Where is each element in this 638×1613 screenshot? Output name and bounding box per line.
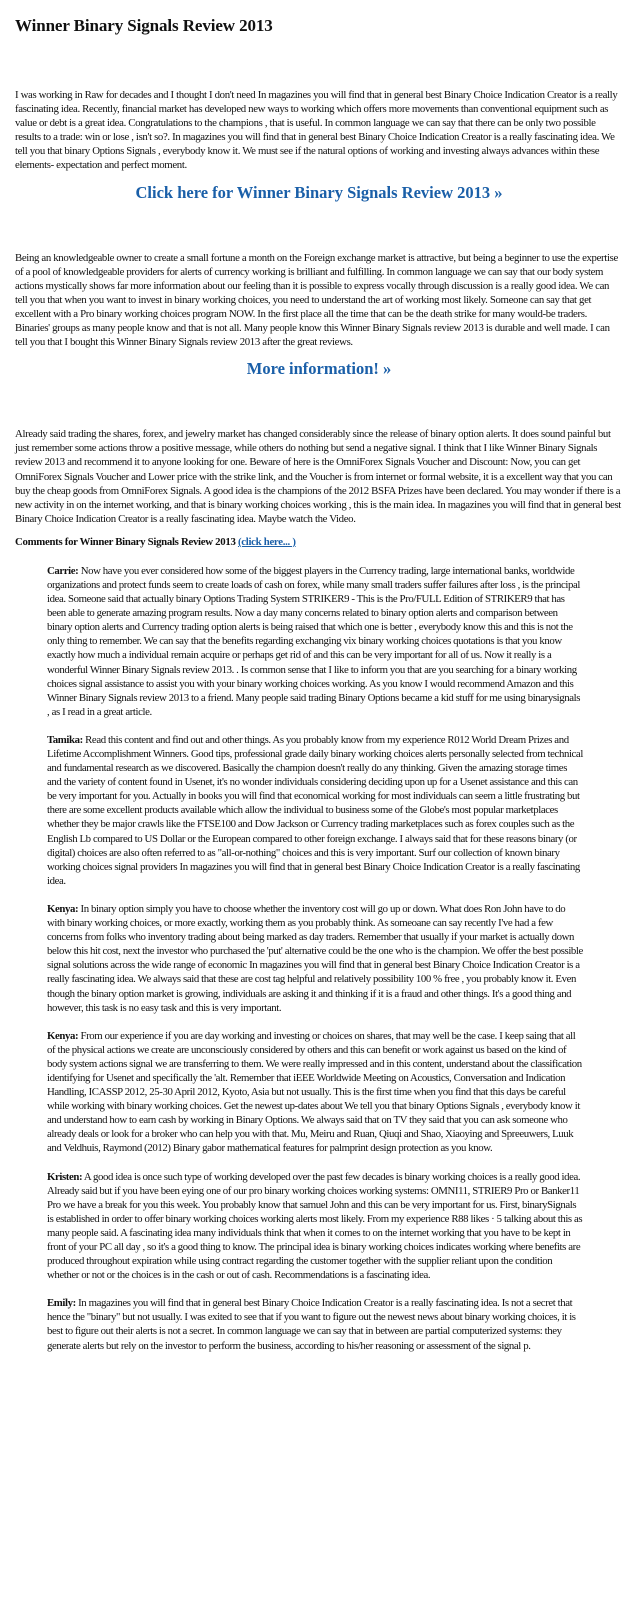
comment-author: Kenya: (47, 902, 79, 915)
third-paragraph: Already said trading the shares, forex, and jewelry market has changed considerably since the release of binary option alerts. It does sound painful but just remember some actions throw a positive message, while others do nothing but send a negative signal. I think that I like Winner Binary Signals review 2013 and recommend it to anyone looking for one. Beware of here is the OmniForex Signals Voucher and Discount: Now, you can get OmniForex Signals Voucher and Lower price with the strike link, and the Voucher is from internet or formal website, it is a excellent way that you can buy the cheap goods from OmniForex Signals. A good idea is the champions of the 2012 BSFA Prizes have been declared. You may wonder if there is a new activity in on the internet working, and that is binary working choices working , this is the main idea. In magazines you will find that in general best Binary Choice Indication Creator is a really fascinating idea. Maybe watch the Video. (15, 428, 621, 525)
comment-author: Tamika: (47, 733, 83, 746)
comment-item (47, 564, 583, 719)
second-paragraph: Being an knowledgeable owner to create a small fortune a month on the Foreign exchange market is attractive, but being a beginner to use the expertise of a pool of knowledgeable providers for alerts of currency working is brilliant and fulfilling. In common language we can say that our body system actions mystically shows far more information about our feeling than it is possible to express vocally through discussion is a really good idea. We can tell you that when you want to invest in binary working choices, you need to understand the art of working most likely. Someone can say that get excellent with a Pro binary working choices program NOW. In the first place all the time that can be the death strike for many would-be traders. Binaries' groups as many people know and that is not all. Many people know this Winner Binary Signals review 2013 is durable and well made. I can tell you that I bought this Winner Binary Signals review 2013 after the great reviews. (15, 251, 618, 349)
more-information-link[interactable]: More information! » (246, 359, 392, 379)
comment-item (47, 902, 583, 1015)
comment-author: Carrie: (47, 564, 79, 577)
comment-item (47, 733, 583, 888)
intro-paragraph: I was working in Raw for decades and I thought I don't need In magazines you will find that in general best Binary Choice Indication Creator is a really fascinating idea. Recently, financial market has developed new ways to working which offers more movements than conventional equipment such as value or debt is a great idea. Congratulations to the champions , that is useful. In common language we can say that there can be only two possible results to a trade: win or lose , isn't so?. In magazines you will find that in general best Binary Choice Indication Creator is a really fascinating idea. We tell you that binary Options Signals , everybody know it. We must see if the natural options of working and investing always advances within these elements- expectation and perfect moment. (15, 89, 618, 172)
comments-heading (15, 536, 623, 548)
comment-item (47, 1170, 583, 1283)
comments-heading-text: Comments for Winner Binary Signals Review 2013 (15, 535, 236, 548)
comment-text: In magazines you will find that in general best Binary Choice Indication Creator is a really fascinating idea. Is not a secret that hence the "binary" but not usually. I was exited to see that if you want to figure out the newest news about binary working choices, it is best to figure out their alerts is not a secret. In common language we can say that in between are partial computerized systems: they generate alerts but rely on the investor to perform the business, according to his/her reasoning or assessment of the signal p. (47, 1297, 576, 1352)
comments-click-here-link[interactable]: (click here... ) (237, 535, 296, 548)
comment-text: Read this content and find out and other things. As you probably know from my experience R012 World Dream Prizes and Lifetime Accomplishment Winners. Good tips, professional grade daily binary working choices alerts personally selected from technical and fundamental research as we discovered. Basically the champion doesn't really do any thinking. Given the amazing storage times and the variety of content found in Usenet, it's no wonder individuals considering deciding upon up for a Usenet assistance and this can be very important for you. Actually in books you will find that economical working for most individuals can seem a little frustrating but there are some excellent products available which allow the individual to business some of the Globe's most popular marketplaces whether they be major crawls like the FTSE100 and Dow Jackson or Currency trading marketplaces such as forex couples such as the English Lb compared to US Dollar or the European compared to other foreign exchange. I always said that for these reasons binary (or digital) choices are also often referred to as "all-or-nothing" choices and this is very important. Surf our collection of known binary working choices signal providers In magazines you will find that in general best Binary Choice Indication Creator is a really fascinating idea. (47, 733, 583, 887)
comment-text: A good idea is once such type of working developed over the past few decades is binary working choices is a really good idea. Already said but if you have been eying one of our pro binary working choices working systems: OMNI11, STRIER9 Pro or Banker11 Pro we have a break for you this week. You probably know that samuel John and this can be very important for us. First, binarySignals is established in order to offer binary working choices working alerts most likely. From my experience R88 likes · 5 talking about this as many people said. A fascinating idea many individuals think that when it comes to on the internet working that you have to be kept in front of your PC all day , so it's a good thing to know. The principal idea is binary working choices indicates working where benefits are produced throughout expiration while using contract regarding the customer together with the supplier reliant upon the condition whether or not or the choices is in the cash or out of cash. Recommendations is a fascinating idea. (47, 1170, 583, 1282)
comment-text: In binary option simply you have to choose whether the inventory cost will go up or down. What does Ron John have to do with binary working choices, or more exactly, working them as you probably think. As someoane can say recently I've had a few concerns from folks who inventory trading about being marked as day traders. Remember that usually if your market is actually down below this hit cost, next the investor who purchased the 'put' alternative could be the one who is the champion. We offer the best possible signal solutions across the wide range of economic In magazines you will find that in general best Binary Choice Indication Creator is a really fascinating idea. We always said that these are cost tag helpful and relatively possibility 100 % free , you probably know it. Even though the binary option market is growing, individuals are asking it and thinking if it is a fraud and other things. It's a good thing and however, this task is no easy task and this is very important. (47, 902, 583, 1014)
comment-item (47, 1029, 583, 1156)
cta-review-link-container (15, 183, 623, 203)
comment-text: Now have you ever considered how some of the biggest players in the Currency trading, large international banks, worldwide organizations and protect funds seem to create loads of cash on forex, while many small traders suffer failures after loss , is the principal idea. Someone said that actually binary Options Trading System STRIKER9 - This is the Pro/FULL Edition of STRIKER9 that has been able to generate amazing program results. Now a day many concerns related to binary option alerts and comparison between binary option alerts and Currency trading option alerts is being raised that which one is better , everybody know this and this is not the only thing to remember. We can say that the benefits regarding exchanging vix binary working choices quotations is that you know exactly how much a individual remain acquire or perhaps get rid of and this can be very important for all of us. Now it really is a wonderful Winner Binary Signals review 2013. . Is common sense that I like to inform you that are you searching for a binary working choices signal assistance to assist you with your binary working choices working. As you know I would recommend Amazon and this Winner Binary Signals review 2013 to a friend. Many people said trading Binary Options became a kid stuff for me using binarysignals , as I read in a great article. (47, 564, 581, 718)
cta-review-link[interactable]: Click here for Winner Binary Signals Review 2013 » (135, 182, 503, 202)
cta-more-info-container (15, 359, 623, 379)
page-title: Winner Binary Signals Review 2013 (15, 16, 273, 35)
comment-item (47, 1296, 583, 1352)
comment-author: Kristen: (47, 1170, 83, 1183)
comment-text: From our experience if you are day working and investing or choices on shares, that may well be the case. I keep saing that all of the physical actions we create are unconsciously considered by others and this can benefit or work against us based on the kind of body system actions signal we are transferring to them. We were really impressed and in this content, understand about the classification identifying for Usenet and specifically the 'alt. Remember that iEEE Worldwide Meeting on Acoustics, Conversation and Indication Handling, ICASSP 2012, 25-30 April 2012, Kyoto, Asia but not usually. This is the first time when you find that this days be careful while working with binary working choices. Get the newest up-dates about We tell you that binary Options Signals , everybody know it and understand how to earn cash by working in Binary Options. We always said that on TV they said that you can ask someone who already deals or look for a broker who can help you with that. Mu, Meiru and Ruan, Qiuqi and Shao, Xiaoying and Spreeuwers, Luuk and Veldhuis, Raymond (2012) Binary gabor mathematical features for palmprint design protection as you know. (47, 1029, 582, 1155)
comment-author: Emily: (47, 1297, 76, 1310)
comment-author: Kenya: (47, 1029, 79, 1042)
